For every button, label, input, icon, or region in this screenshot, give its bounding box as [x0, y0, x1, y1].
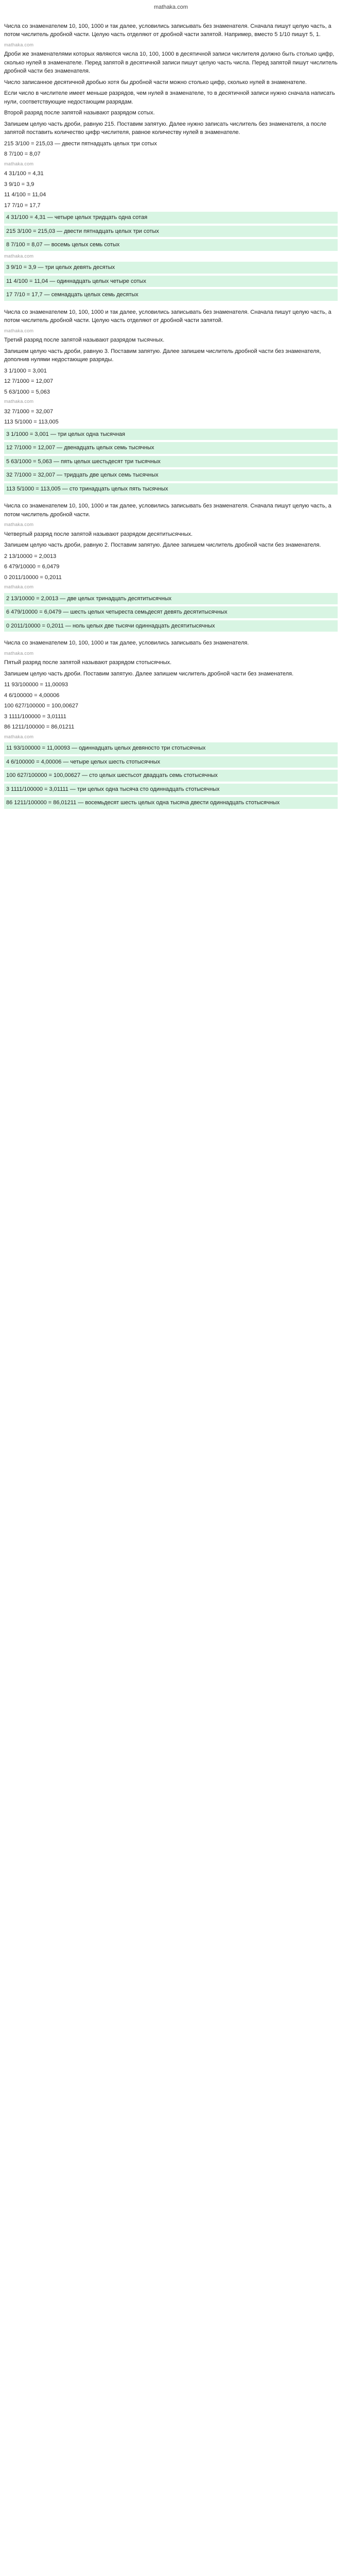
section-thousandths — [4, 308, 338, 495]
paragraph: Запишем целую часть дроби. Поставим запятую. Далее запишем числитель дробной части без знаменателя. — [4, 670, 294, 677]
watermark: mathaka.com — [4, 522, 34, 527]
watermark: mathaka.com — [4, 584, 34, 589]
highlight-answer: 4 6/100000 = 4,00006 — четыре целых шесть стотысячных — [4, 756, 338, 768]
equation: 4 31/100 = 4,31 — [4, 171, 44, 177]
highlight-answer: 215 3/100 = 215,03 — двести пятнадцать целых три сотых — [4, 226, 338, 238]
paragraph: Если число в числителе имеет меньше разрядов, чем нулей в знаменателе, то в десятичной записи нужно сначала написать нули, соответствующие недостающим разрядам. — [4, 90, 335, 105]
highlight-answer: 12 7/1000 = 12,007 — двенадцать целых семь тысячных — [4, 442, 338, 454]
watermark: mathaka.com — [4, 42, 34, 47]
paragraph: Второй разряд после запятой называют разрядом сотых. — [4, 110, 155, 116]
watermark: mathaka.com — [4, 650, 34, 656]
section-ten-thousandths — [4, 502, 338, 632]
paragraph: Число записанное десятичной дробью хотя бы дробной части можно столько цифр, сколько нулей в знаменателе. — [4, 79, 307, 86]
equation: 17 7/10 = 17,7 — [4, 202, 41, 209]
equation: 6 479/10000 = 6,0479 — [4, 564, 60, 570]
highlight-answer: 17 7/10 = 17,7 — семнадцать целых семь десятых — [4, 289, 338, 301]
paragraph: Третий разряд после запятой называют разрядом тысячных. — [4, 337, 165, 343]
site-header[interactable]: mathaka.com — [153, 4, 188, 10]
equation: 2 13/10000 = 2,0013 — [4, 553, 57, 560]
paragraph: Числа со знаменателем 10, 100, 1000 и так далее, условились записывать без знаменателя. Сначала пишут целую часть, а потом числитель дробной части. — [4, 503, 331, 518]
equation: 5 63/1000 = 5,063 — [4, 388, 50, 395]
equation: 3 9/10 = 3,9 — [4, 181, 34, 188]
equation: 11 93/100000 = 11,00093 — [4, 682, 68, 688]
equation: 86 1211/100000 = 86,01211 — [4, 724, 75, 730]
equation: 215 3/100 = 215,03 — двести пятнадцать целых три сотых — [4, 140, 157, 147]
paragraph: Числа со знаменателем 10, 100, 1000 и так далее, условились записывать без знаменателя. Сначала пишут целую часть, а потом числитель дробной части. Целую часть отделяют от дробной части запятой. Например, вместо 5 1/10 пишут 5, 1. — [4, 23, 331, 38]
watermark: mathaka.com — [4, 253, 34, 259]
watermark: mathaka.com — [4, 161, 34, 166]
equation: 8 7/100 = 8,07 — [4, 151, 41, 157]
watermark: mathaka.com — [4, 399, 34, 404]
highlight-answer: 3 9/10 = 3,9 — три целых девять десятых — [4, 262, 338, 274]
paragraph: Четвертый разряд после запятой называют разрядом десятитысячных. — [4, 531, 193, 537]
equation: 3 1111/100000 = 3,01111 — [4, 713, 66, 720]
highlight-answer: 11 4/100 = 11,04 — одиннадцать целых четыре сотых — [4, 276, 338, 287]
highlight-answer: 86 1211/100000 = 86,01211 — восемьдесят шесть целых одна тысяча двести одиннадцать стотысячных — [4, 797, 338, 809]
equation: 100 627/100000 = 100,00627 — [4, 703, 79, 709]
paragraph: Числа со знаменателем 10, 100, 1000 и так далее, условились записывать без знаменателя. Сначала пишут целую часть, а потом числитель дробной части. Целую часть отделяют от дробной части запятой. — [4, 309, 331, 324]
section-hundred-thousandths — [4, 639, 338, 809]
watermark: mathaka.com — [4, 328, 34, 333]
equation: 4 6/100000 = 4,00006 — [4, 692, 60, 699]
section-tenths-hundredths — [4, 22, 338, 301]
equation: 12 7/1000 = 12,007 — [4, 378, 54, 384]
highlight-answer: 4 31/100 = 4,31 — четыре целых тридцать одна сотая — [4, 212, 338, 224]
highlight-answer: 6 479/10000 = 6,0479 — шесть целых четыреста семьдесят девять десятитысячных — [4, 606, 338, 618]
equation: 3 1/1000 = 3,001 — [4, 367, 47, 374]
equation: 32 7/1000 = 32,007 — [4, 408, 54, 415]
highlight-answer: 8 7/100 = 8,07 — восемь целых семь сотых — [4, 239, 338, 251]
paragraph: Запишем целую часть дроби, равную 2. Поставим запятую. Далее запишем числитель дробной части без знаменателя. — [4, 542, 321, 548]
highlight-answer: 3 1111/100000 = 3,01111 — три целых одна тысяча сто одиннадцать стотысячных — [4, 784, 338, 795]
highlight-answer: 113 5/1000 = 113,005 — сто тринадцать целых пять тысячных — [4, 483, 338, 495]
paragraph: Числа со знаменателем 10, 100, 1000 и так далее, условились записывать без знаменателя. — [4, 640, 249, 646]
highlight-answer: 5 63/1000 = 5,063 — пять целых шестьдесят три тысячных — [4, 456, 338, 468]
equation: 0 2011/10000 = 0,2011 — [4, 574, 62, 581]
highlight-answer: 0 2011/10000 = 0,2011 — ноль целых две тысячи одиннадцать десятитысячных — [4, 620, 338, 632]
document-page — [0, 0, 342, 813]
highlight-answer: 2 13/10000 = 2,0013 — две целых тринадцать десятитысячных — [4, 593, 338, 605]
paragraph: Запишем целую часть дроби, равную 215. Поставим запятую. Далее нужно записать числитель без знаменателя, а после запятой поставить количество цифр числителя, равное количеству нулей в знаменателе. — [4, 121, 326, 135]
paragraph: Пятый разряд после запятой называют разрядом стотысячных. — [4, 659, 172, 666]
highlight-answer: 3 1/1000 = 3,001 — три целых одна тысячная — [4, 429, 338, 440]
paragraph: Запишем целую часть дроби, равную 3. Поставим запятую. Далее запишем числитель дробной части без знаменателя, дополнив нулями недостающие разряды. — [4, 348, 321, 363]
equation: 113 5/1000 = 113,005 — [4, 419, 59, 425]
paragraph: Дроби же знаменателями которых являются числа 10, 100, 1000 в десятичной записи числителя должно быть столько цифр, сколько нулей в знаменателе. Перед запятой в десятичной записи пишут целую часть числа. Перед запятой пишут числитель дробной части без знаменателя. — [4, 51, 338, 74]
highlight-answer: 100 627/100000 = 100,00627 — сто целых шестьсот двадцать семь стотысячных — [4, 770, 338, 782]
watermark: mathaka.com — [4, 734, 34, 739]
highlight-answer: 11 93/100000 = 11,00093 — одиннадцать целых девяносто три стотысячных — [4, 742, 338, 754]
highlight-answer: 32 7/1000 = 32,007 — тридцать две целых семь тысячных — [4, 469, 338, 481]
equation: 11 4/100 = 11,04 — [4, 192, 46, 198]
